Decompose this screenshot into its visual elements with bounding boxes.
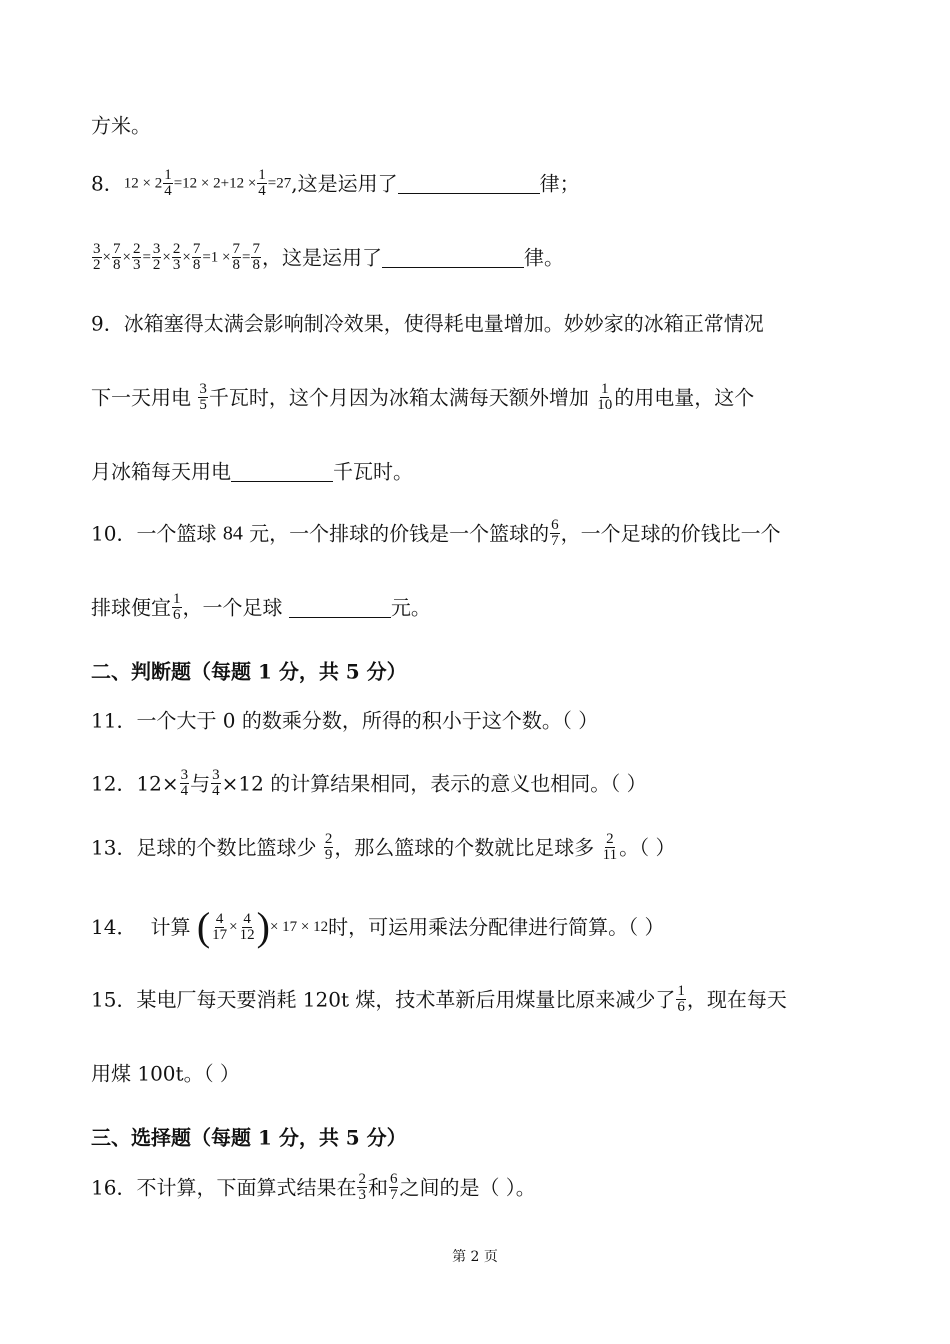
answer-blank[interactable]	[398, 173, 540, 194]
question-9-line-2: 下一天用电 $\frac{3}{5}$ 千瓦时，这个月因为冰箱太满每天额外增加 $\frac{1}{10}$ 的用电量，这个	[91, 381, 755, 413]
fraction: $\frac{2}{3}$	[172, 241, 181, 273]
fraction: $\frac{7}{8}$	[112, 241, 121, 273]
question-16: 16．不计算，下面算式结果在 $\frac{2}{3}$ 和 $\frac{6}{7}$ 之间的是（ ）。	[91, 1171, 536, 1203]
section-heading-judgement: 二、判断题（每题 1 分，共 5 分）	[91, 659, 407, 684]
fraction: $\frac{1}{4}$	[258, 167, 266, 199]
question-9-line-3: 月冰箱每天用电 千瓦时。	[91, 459, 413, 484]
fraction: $\frac{1}{4}$	[164, 167, 172, 199]
question-12: 12．12× $\frac{3}{4}$ 与 $\frac{3}{4}$ ×12 的计算结果相同，表示的意义也相同。（ ）	[91, 767, 647, 799]
q7-tail: 方米。	[91, 113, 151, 138]
fraction: $\frac{2}{9}$	[324, 831, 333, 863]
answer-blank[interactable]	[382, 247, 524, 268]
question-8-line-2: $\frac{3}{2}$ × $\frac{7}{8}$ × $\frac{2}{3}$ = $\frac{3}{2}$ × $\frac{2}{3}$ × $\frac{7}{8}$ =1 × $\frac{7}{8}$ = $\frac{7}{8}$ ，这是运用了 律。	[93, 241, 564, 273]
fraction: $\frac{7}{8}$	[192, 241, 201, 273]
question-9-line-1: 9．冰箱塞得太满会影响制冷效果，使得耗电量增加。妙妙家的冰箱正常情况	[91, 311, 764, 336]
fraction: $\frac{2}{3}$	[358, 1171, 366, 1203]
page-footer: 第 2 页	[452, 1249, 498, 1265]
fraction: $\frac{7}{8}$	[232, 241, 241, 273]
fraction: $\frac{1}{6}$	[173, 591, 181, 623]
question-10-line-1: 10．一个篮球 84 元，一个排球的价钱是一个篮球的 $\frac{6}{7}$ ，一个足球的价钱比一个	[91, 517, 781, 549]
answer-blank[interactable]	[231, 461, 333, 482]
section-heading-choice: 三、选择题（每题 1 分，共 5 分）	[91, 1125, 407, 1150]
question-15-line-2: 用煤 100t。（ ）	[91, 1061, 240, 1086]
fraction: $\frac{1}{10}$	[597, 381, 613, 413]
question-13: 13．足球的个数比篮球少 $\frac{2}{9}$ ，那么篮球的个数就比足球多 $\frac{2}{11}$ 。（ ）	[91, 831, 676, 863]
fraction: $\frac{3}{5}$	[199, 381, 207, 413]
question-14: 14． 计算 ( $\frac{4}{17}$ × $\frac{4}{12}$ )× 17 × 12时，可运用乘法分配律进行简算。（ ）	[91, 904, 665, 949]
fraction: $\frac{2}{11}$	[602, 831, 618, 863]
fraction: $\frac{4}{12}$	[239, 910, 255, 943]
fraction: $\frac{3}{4}$	[180, 767, 189, 799]
fraction: $\frac{3}{2}$	[93, 241, 101, 273]
fraction: $\frac{2}{3}$	[132, 241, 141, 273]
fraction: $\frac{3}{2}$	[152, 241, 161, 273]
question-8-line-1: 8．12 × 2 $\frac{1}{4}$ =12 × 2+12 × $\frac{1}{4}$ =27,这是运用了 律；	[91, 167, 580, 199]
question-10-line-2: 排球便宜 $\frac{1}{6}$ ，一个足球 元。	[91, 591, 431, 623]
fraction: $\frac{1}{6}$	[677, 983, 685, 1015]
fraction: $\frac{6}{7}$	[551, 517, 559, 549]
fraction: $\frac{6}{7}$	[389, 1171, 398, 1203]
question-15-line-1: 15．某电厂每天要消耗 120t 煤，技术革新后用煤量比原来减少了 $\frac{1}{6}$ ，现在每天	[91, 983, 787, 1015]
fraction: $\frac{3}{4}$	[212, 767, 220, 799]
fraction: $\frac{7}{8}$	[252, 241, 260, 273]
answer-blank[interactable]	[289, 597, 391, 618]
question-11: 11．一个大于 0 的数乘分数，所得的积小于这个数。（ ）	[91, 708, 599, 733]
fraction: $\frac{4}{17}$	[212, 910, 228, 943]
